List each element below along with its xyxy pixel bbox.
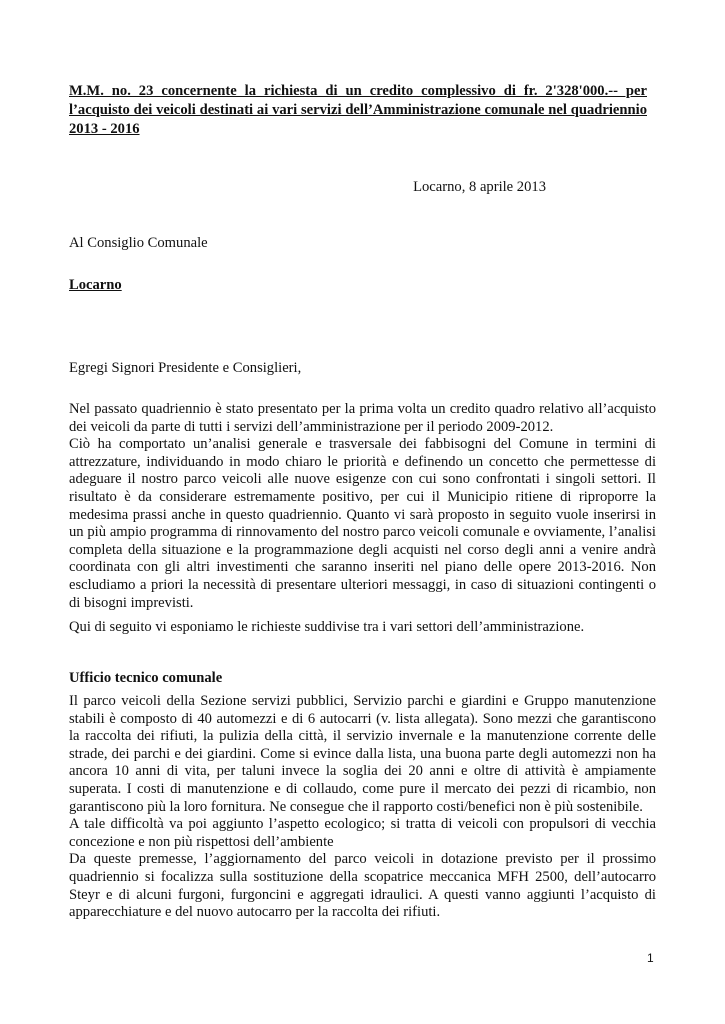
salutation: Egregi Signori Presidente e Consiglieri, bbox=[69, 360, 302, 376]
addressee-city: Locarno bbox=[69, 277, 122, 293]
paragraph-4-text: Il parco veicoli della Sezione servizi pubblici, Servizio parchi e giardini e Gruppo manutenzione stabili è composto di 40 automezzi e di 6 autocarri (v. lista allegata). Sono mezzi che garantiscono la raccolta dei rifiuti, la pulizia della città, il servizio invernale e la manutenzione corrente delle strade, dei parchi e dei giardini. Come si evince dalla lista, una buona parte degli automezzi non ha ancora 10 anni di vita, per taluni invece la soglia dei 20 anni e oltre di attività è ampiamente superata. I costi di manutenzione e di collaudo, come pure il mercato dei pezzi di ricambio, non garantiscono più la loro fornitura. Ne consegue che il rapporto costi/benefici non è più sostenibile. bbox=[69, 693, 656, 815]
document-title: M.M. no. 23 concernente la richiesta di un credito complessivo di fr. 2'328'000.-- per l’acquisto dei veicoli destinati ai vari servizi dell’Amministrazione comunale nel quadriennio 2013 - 2016 bbox=[69, 83, 647, 137]
paragraph-2-text: Ciò ha comportato un’analisi generale e trasversale dei fabbisogni del Comune in termini di attrezzature, individuando in modo chiaro le priorità e definendo un concetto che permettesse di adeguare il nostro parco veicoli alle nuove esigenze con cui sono confrontati i singoli settori. Il risultato è da considerare estremamente positivo, per cui il Municipio ritiene di riproporre la medesima prassi anche in questo quadriennio. Quanto vi sarà proposto in seguito vuole inserirsi in un più ampio programma di rinnovamento del nostro parco veicoli comunale e ovviamente, l’analisi completa della situazione e la programmazione degli acquisti nel corso degli anni a venire andrà coordinata con gli altri investimenti che saranno inseriti nel piano delle opere 2013-2016. Non escludiamo a priori la necessità di presentare ulteriori messaggi, in caso di situazioni contingenti o di bisogni imprevisti. bbox=[69, 436, 656, 611]
introduction-paragraph bbox=[69, 401, 656, 612]
paragraph-6-text: Da queste premesse, l’aggiornamento del parco veicoli in dotazione previsto per il prossimo quadriennio si focalizza sulla sostituzione della scopatrice meccanica MFH 2500, dell’autocarro Steyr e di alcuni furgoni, furgoncini e aggregati idraulici. A questi vanno aggiunti l’acquisto di apparecchiature e del nuovo autocarro per la raccolta dei rifiuti. bbox=[69, 851, 656, 921]
paragraph-1-text: Nel passato quadriennio è stato presentato per la prima volta un credito quadro relativo all’acquisto dei veicoli da parte di tutti i servizi dell’amministrazione per il periodo 2009-2012. bbox=[69, 401, 656, 435]
section-body bbox=[69, 693, 656, 922]
section-heading: Ufficio tecnico comunale bbox=[69, 670, 223, 686]
addressee: Al Consiglio Comunale bbox=[69, 235, 208, 251]
paragraph-3-text: Qui di seguito vi esponiamo le richieste suddivise tra i vari settori dell’amministrazione. bbox=[69, 619, 585, 635]
document-date: Locarno, 8 aprile 2013 bbox=[413, 179, 546, 195]
page-number: 1 bbox=[647, 951, 654, 965]
paragraph-5-text: A tale difficoltà va poi aggiunto l’aspetto ecologico; si tratta di veicoli con propulsori di vecchia concezione e non più rispettosi dell’ambiente bbox=[69, 816, 656, 850]
